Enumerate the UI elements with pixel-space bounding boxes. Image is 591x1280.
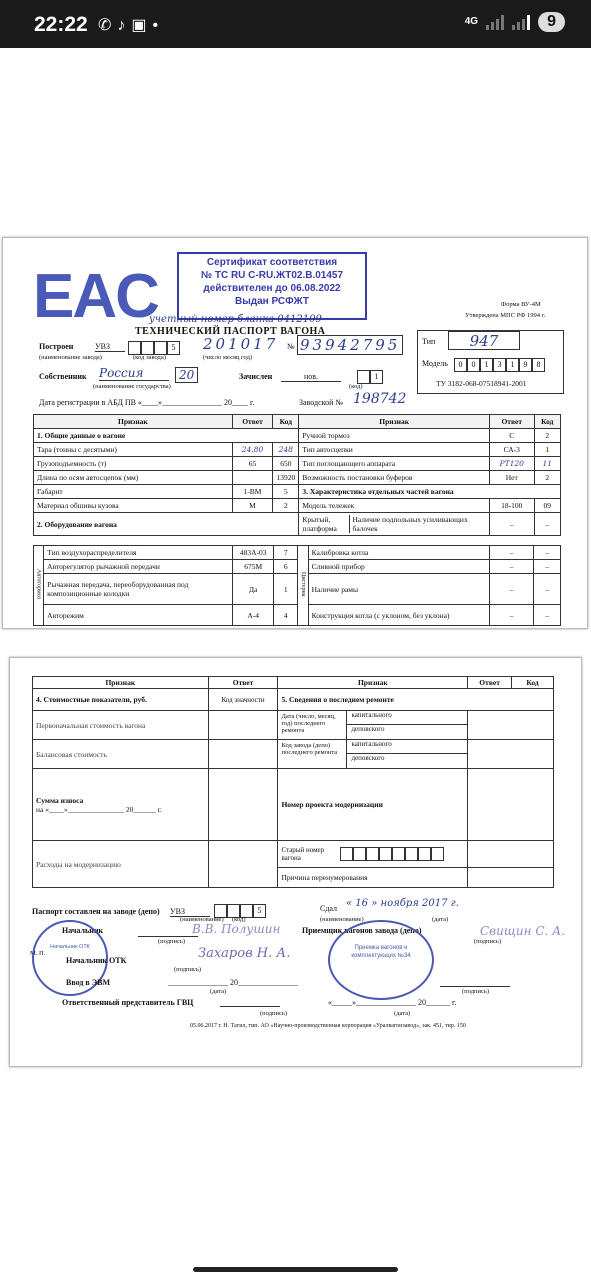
notification-icons — [98, 15, 164, 35]
row-answer: 24,80 — [232, 443, 273, 457]
row-answer: 18-100 — [489, 499, 534, 513]
header-feature: Признак — [33, 677, 209, 689]
owner-value: Россия — [99, 366, 169, 381]
row-answer: – — [489, 605, 534, 626]
row-answer — [232, 471, 273, 485]
status-bar — [0, 0, 591, 48]
handwritten-blank-number: учетный номер бланка 0412109 — [149, 314, 322, 325]
table-row: Тара (тонны с десятыми) — [34, 443, 233, 457]
print-footer: 05.06.2017 г. Н. Тагил, тип. АО «Научно-производственная корпорация «Уралвагонзавод», зак. 451, тир. 150 — [190, 1023, 466, 1029]
header-code: Код — [512, 677, 554, 689]
repair-code-cell — [278, 740, 468, 769]
section-5-title: 5. Сведения о последнем ремонте — [278, 689, 554, 711]
header-feature-2: Признак — [299, 415, 490, 429]
row-answer: 675М — [233, 560, 274, 574]
factory-round-stamp: Начальник ОТК — [32, 920, 108, 996]
head-sign-sub: (подпись) — [158, 938, 185, 945]
dot-icon: • — [152, 17, 165, 34]
row-answer: РТ120 — [489, 457, 534, 471]
factory-number-label: Заводской № — [299, 398, 344, 407]
enrolled-label: Зачислен — [239, 372, 273, 381]
sub-date: (число месяц год) — [203, 354, 253, 361]
beams-label: Наличие подпольных усиливающих балочек — [352, 515, 468, 533]
gallery-icon: ▣ — [131, 17, 153, 34]
capital-label-2: капитального — [347, 740, 467, 754]
certificate-stamp — [177, 252, 367, 320]
compiled-code-boxes: 5 — [214, 902, 266, 920]
table-row: Наличие рамы — [308, 574, 489, 605]
otk-name: Захаров Н. А. — [198, 946, 291, 961]
depot-label-2: деповского — [351, 754, 385, 762]
row-code: – — [534, 605, 561, 626]
acceptor-sign-sub-2: (подпись) — [462, 988, 489, 995]
owner-code: 20 — [175, 367, 198, 383]
tiktok-icon: ♪ — [117, 17, 132, 34]
cert-line-4: Выдан РСФЖТ — [234, 296, 310, 307]
acceptance-round-stamp: Приемка вагонов и комплектующих №34 — [328, 920, 434, 1000]
tank-vertical-label: Цистерна — [298, 546, 308, 626]
number-sign: № — [287, 342, 295, 351]
home-indicator[interactable] — [193, 1267, 398, 1272]
sub-code: (код завода) — [133, 354, 166, 361]
row-code: 2 — [273, 499, 299, 513]
compiled-label: Паспорт составлен на заводе (депо) — [32, 907, 160, 916]
evm-label: Ввод в ЭВМ — [66, 978, 111, 987]
old-number-cell — [278, 841, 468, 868]
wear-date: на «____»_______________ 20______ г. — [36, 804, 162, 814]
gvc-date: «_____»_______________ 20______ г. — [328, 998, 457, 1007]
row-answer: А-4 — [233, 605, 274, 626]
handed-date-sub: (дата) — [432, 916, 449, 923]
sub-factory: (наименование завода) — [39, 354, 102, 361]
gvc-sign-line — [220, 1006, 280, 1007]
type-box — [417, 330, 564, 394]
enrolled-code-boxes: 1 — [357, 368, 383, 386]
car-number: 93942795 — [297, 335, 403, 355]
equipment-table — [33, 545, 561, 626]
initial-cost-label: Первоначальная стоимость вагона — [33, 711, 209, 740]
row-answer: М — [232, 499, 273, 513]
section-3-title: 3. Характеристика отдельных частей вагона — [299, 485, 561, 499]
row-code: 6 — [274, 560, 298, 574]
section-1-title: 1. Общие данные о вагоне — [34, 429, 299, 443]
header-feature-2: Признак — [278, 677, 468, 689]
old-number-label: Старый номер вагона — [281, 846, 325, 862]
row-code: 2 — [534, 471, 560, 485]
old-number-boxes — [340, 847, 444, 861]
model-label: Модель — [422, 359, 448, 368]
row-code: 5 — [273, 485, 299, 499]
type-value: 947 — [448, 331, 520, 350]
acceptor-sign-line — [440, 986, 510, 987]
built-label: Построен — [39, 342, 74, 351]
tu-number: ТУ 3182-068-07518941-2001 — [436, 379, 527, 388]
compiled-sub-code: (код) — [232, 916, 246, 923]
row-code: – — [534, 560, 561, 574]
header-feature: Признак — [34, 415, 233, 429]
otk-sign-sub: (подпись) — [174, 966, 201, 973]
row-answer: – — [489, 560, 534, 574]
row-code: 2 — [534, 429, 560, 443]
evm-date-sub: (дата) — [210, 988, 227, 995]
repair-date-label: Дата (число, месяц, год) последнего ремонта — [278, 711, 347, 739]
passport-page-1 — [2, 237, 588, 629]
row-answer: СА-3 — [489, 443, 534, 457]
seal-place: М. П. — [30, 950, 46, 957]
header-answer-2: Ответ — [468, 677, 512, 689]
platform-label: Крытый, платформа — [299, 515, 349, 533]
row-code: 11 — [534, 457, 560, 471]
cert-line-2: № ТС RU C-RU.ЖТ02.В.01457 — [200, 270, 344, 281]
row-code: 4 — [274, 605, 298, 626]
characteristics-table — [33, 414, 561, 536]
head-label: Начальник — [62, 926, 104, 935]
built-date: 201017 — [203, 335, 279, 353]
gvc-sign-sub: (подпись) — [260, 1010, 287, 1017]
handed-label: Сдал — [320, 904, 338, 913]
enrolled-value: нов. — [281, 372, 341, 382]
table-row: Грузоподъемность (т) — [34, 457, 233, 471]
passport-page-2 — [9, 657, 582, 1067]
type-label: Тип — [422, 337, 436, 346]
balance-cost-label: Балансовая стоимость — [33, 740, 209, 769]
enrolled-code-sub: (код) — [349, 383, 363, 390]
table-row: Тип автосцепки — [299, 443, 490, 457]
compiled-sub-name: (наименование) — [180, 916, 224, 923]
whatsapp-icon: ✆ — [98, 17, 118, 34]
header-answer-2: Ответ — [489, 415, 534, 429]
modernization-number-label: Номер проекта модернизации — [278, 769, 468, 841]
compiled-factory: УВЗ — [170, 907, 210, 917]
depot-label: деповского — [351, 725, 385, 733]
acceptor-name: Свищин С. А. — [480, 924, 566, 938]
table-row: Длина по осям автосцепок (мм) — [34, 471, 233, 485]
gvc-label: Ответственный представитель ГВЦ — [62, 998, 194, 1007]
acceptor-sign-sub: (подпись) — [474, 938, 501, 945]
owner-sub: (наименование государства) — [93, 383, 171, 390]
signal-icon-2 — [512, 14, 530, 30]
row-answer: – — [489, 513, 534, 536]
cert-line-3: действителен до 06.08.2022 — [203, 283, 341, 294]
code-significance: Код значности — [208, 689, 278, 711]
row-code: – — [534, 546, 561, 560]
platform-cell — [299, 513, 490, 536]
table-row: Рычажная передача, переоборудованная под композиционные колодки — [44, 574, 233, 605]
handed-sub-name: (наименование) — [320, 916, 364, 923]
battery-icon: 9 — [538, 12, 565, 32]
table-row: Возможность постановки буферов — [299, 471, 490, 485]
acceptor-label: Приемщик вагонов завода (депо) — [302, 926, 422, 935]
table-row: Авторежим — [44, 605, 233, 626]
row-answer: Да — [233, 574, 274, 605]
row-code: – — [534, 513, 560, 536]
modernization-cost-label: Расходы на модернизацию — [33, 841, 209, 888]
capital-label: капитального — [347, 711, 467, 725]
table-row: Тип поглощающего аппарата — [299, 457, 490, 471]
table-row: Материал обшивы кузова — [34, 499, 233, 513]
row-answer: 65 — [232, 457, 273, 471]
row-answer: – — [489, 574, 534, 605]
row-code: 248 — [273, 443, 299, 457]
header-code-2: Код — [534, 415, 560, 429]
head-name: В.В. Полушин — [192, 922, 281, 936]
row-code: 1 — [534, 443, 560, 457]
table-row: Авторегулятор рычажной передачи — [44, 560, 233, 574]
head-sign-line — [138, 936, 198, 937]
renumber-reason-label: Причина перенумерования — [278, 868, 468, 888]
header-answer: Ответ — [232, 415, 273, 429]
cost-repair-table — [32, 676, 554, 888]
table-row: Калибровка котла — [308, 546, 489, 560]
signal-icon — [486, 14, 504, 30]
network-label: 4G — [464, 16, 479, 27]
table-row: Сливной прибор — [308, 560, 489, 574]
header-code: Код — [273, 415, 299, 429]
cert-line-1: Сертификат соответствия — [206, 257, 338, 268]
table-row: Тип воздухораспределителя — [44, 546, 233, 560]
row-code: – — [534, 574, 561, 605]
approval: Утверждена МПС РФ 1994 г. — [465, 312, 546, 319]
row-code: 09 — [534, 499, 560, 513]
autobrake-vertical-label: Автотормоз — [34, 546, 44, 626]
gvc-date-sub: (дата) — [394, 1010, 411, 1017]
row-answer: – — [489, 546, 534, 560]
repair-code-label: Код завода (депо) последнего ремонта — [278, 740, 347, 768]
registration-date: Дата регистрации в АБД ПВ «____»_______________ 20____ г. — [39, 398, 255, 407]
row-code: 1 — [274, 574, 298, 605]
table-row: Конструкция котла (с уклоном, без уклона) — [308, 605, 489, 626]
row-answer: 483А-03 — [233, 546, 274, 560]
row-answer: С — [489, 429, 534, 443]
handed-date: « 16 » ноября 2017 г. — [346, 898, 459, 909]
model-digits: 0 0 1 3 1 9 8 — [454, 356, 545, 374]
repair-date-cell — [278, 711, 468, 740]
built-code-boxes: 5 — [128, 339, 180, 357]
wear-sum-cell — [33, 769, 209, 841]
form-code: Форма ВУ-4М — [501, 301, 541, 308]
owner-label: Собственник — [39, 372, 87, 381]
document-title: ТЕХНИЧЕСКИЙ ПАСПОРТ ВАГОНА — [135, 326, 326, 337]
status-time: 22:22 — [34, 13, 88, 36]
otk-label: Начальник ОТК — [66, 956, 127, 965]
wear-sum-label: Сумма износа — [36, 795, 84, 805]
row-code: 650 — [273, 457, 299, 471]
row-answer: Нет — [489, 471, 534, 485]
table-row: Модель тележек — [299, 499, 490, 513]
header-answer: Ответ — [208, 677, 278, 689]
row-code: 7 — [274, 546, 298, 560]
section-2-title: 2. Оборудование вагона — [34, 513, 299, 536]
factory-number: 198742 — [353, 391, 407, 407]
section-4-title: 4. Стоимостные показатели, руб. — [33, 689, 209, 711]
row-code: 13920 — [273, 471, 299, 485]
table-row: Ручной тормоз — [299, 429, 490, 443]
built-factory: УВЗ — [95, 342, 125, 352]
table-row: Габарит — [34, 485, 233, 499]
row-answer: 1-ВМ — [232, 485, 273, 499]
eac-logo: EAC — [33, 262, 158, 331]
evm-date: _______________ 20_______________ — [168, 978, 298, 987]
